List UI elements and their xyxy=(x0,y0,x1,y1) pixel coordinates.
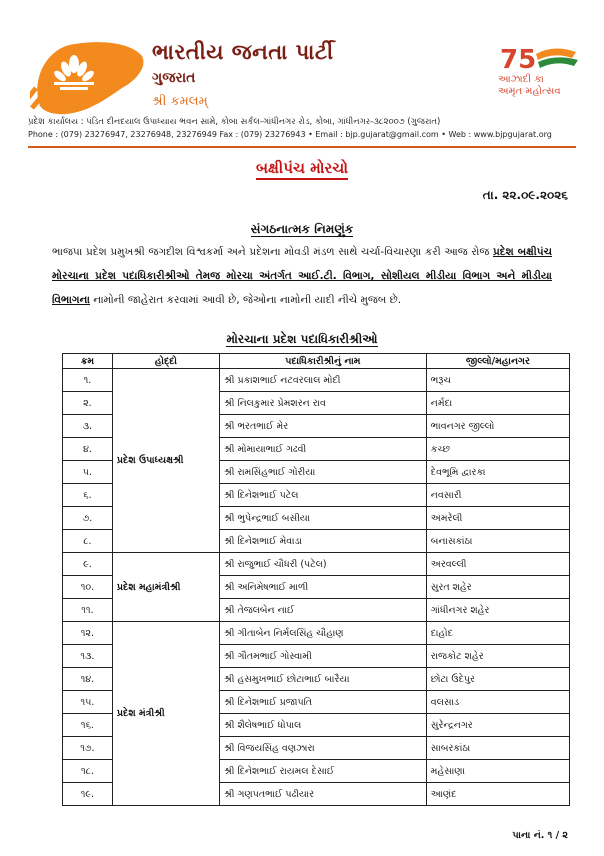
district-cell: વલસાડ xyxy=(426,691,569,714)
intro-paragraph xyxy=(52,240,552,312)
name-cell: શ્રી ભુપેન્દ્રભાઈ બસીયા xyxy=(219,507,426,530)
district-cell: દેવભૂમિ દ્વારકા xyxy=(426,461,569,484)
serial-cell: ૧૦. xyxy=(63,576,113,599)
subject-heading xyxy=(0,218,604,237)
district-cell: દાહોદ xyxy=(426,622,569,645)
district-cell: ભાવનગર જીલ્લો xyxy=(426,415,569,438)
name-cell: શ્રી ગીતાબેન નિર્મલસિંહ ચૌહાણ xyxy=(219,622,426,645)
district-cell: નર્મદા xyxy=(426,392,569,415)
district-cell: મહેસાણા xyxy=(426,760,569,783)
azadi-text-1: આઝાદી કા xyxy=(498,74,544,85)
serial-cell: ૪. xyxy=(63,438,113,461)
name-cell: શ્રી વિજયસિંહ વણઝારા xyxy=(219,737,426,760)
district-cell: અમરેલી xyxy=(426,507,569,530)
name-cell: શ્રી ગૌતમભાઈ ગોસ્વામી xyxy=(219,645,426,668)
name-cell: શ્રી નિલકુમાર પ્રેમશરન રાવ xyxy=(219,392,426,415)
contact-info: Phone : (079) 23276947, 23276948, 23276949 Fax : (079) 23276943 • Email : bjp.gujarat@gmail.com • Web : www.bjpgujarat.org xyxy=(28,130,552,139)
table-title-text: મોરચાના પ્રદેશ પદાધિકારીશ્રીઓ xyxy=(226,332,378,346)
name-cell: શ્રી પ્રકાશભાઈ નટવરલાલ મોદી xyxy=(219,369,426,392)
office-name: શ્રી કમલમ્ xyxy=(152,94,208,109)
name-cell: શ્રી રાજુભાઈ ચૌધરી (પટેલ) xyxy=(219,553,426,576)
post-cell: પ્રદેશ ઉપાધ્યક્ષશ્રી xyxy=(112,369,219,553)
district-cell: સુરત શહેર xyxy=(426,576,569,599)
district-cell: ગાંધીનગર શહેર xyxy=(426,599,569,622)
header-divider xyxy=(28,146,576,148)
name-cell: શ્રી દિનેશભાઈ રાયમલ દેસાઈ xyxy=(219,760,426,783)
serial-cell: ૧૫. xyxy=(63,691,113,714)
name-cell: શ્રી તેજલબેન નાઈ xyxy=(219,599,426,622)
serial-cell: ૯. xyxy=(63,553,113,576)
office-bearers-table xyxy=(62,353,570,806)
lotus-logo-icon xyxy=(30,36,148,116)
name-cell: શ્રી દિનેશભાઈ પટેલ xyxy=(219,484,426,507)
name-cell: શ્રી હસમુખભાઈ છોટાભાઈ બારૈયા xyxy=(219,668,426,691)
serial-cell: ૮. xyxy=(63,530,113,553)
serial-cell: ૭. xyxy=(63,507,113,530)
district-cell: ભરૂચ xyxy=(426,369,569,392)
para-part-1: ભાજપા પ્રદેશ પ્રમુખશ્રી જગદીશ વિશ્વકર્મા અને પ્રદેશના મોવડી મંડળ સાથે ચર્ચા-વિચારણા કરી આજ રોજ xyxy=(52,246,493,258)
para-part-2: નામોની જાહેરાત કરવામાં આવી છે, જેઓના નામોની યાદી નીચે મુજબ છે. xyxy=(89,294,402,306)
header-district: જીલ્લો/મહાનગર xyxy=(426,354,569,369)
serial-cell: ૧૧. xyxy=(63,599,113,622)
serial-cell: ૧. xyxy=(63,369,113,392)
district-cell: છોટા ઉદેપુર xyxy=(426,668,569,691)
name-cell: શ્રી રામસિંહભાઈ ગોરીયા xyxy=(219,461,426,484)
district-cell: આણંદ xyxy=(426,783,569,806)
name-cell: શ્રી અનિમેષભાઈ માળી xyxy=(219,576,426,599)
page-number: પાના નં. ૧ / ૨ xyxy=(512,830,568,841)
name-cell: શ્રી ભરતભાઈ મેર xyxy=(219,415,426,438)
morcha-title-text: બક્ષીપંચ મોરચો xyxy=(256,159,348,180)
serial-cell: ૧૨. xyxy=(63,622,113,645)
party-name: ભારતીય જનતા પાર્ટી xyxy=(152,40,334,64)
name-cell: શ્રી શૈલેષભાઈ ધોપાલ xyxy=(219,714,426,737)
morcha-title xyxy=(0,158,604,177)
serial-cell: ૨. xyxy=(63,392,113,415)
serial-cell: ૧૩. xyxy=(63,645,113,668)
header-post: હોદ્દો xyxy=(112,354,219,369)
serial-cell: ૧૯. xyxy=(63,783,113,806)
post-cell: પ્રદેશ મહામંત્રીશ્રી xyxy=(112,553,219,622)
district-cell: કચ્છ xyxy=(426,438,569,461)
subject-text: સંગઠનાત્મક નિમણુંક xyxy=(250,222,354,236)
serial-cell: ૧૪. xyxy=(63,668,113,691)
post-cell: પ્રદેશ મંત્રીશ્રી xyxy=(112,622,219,806)
serial-cell: ૩. xyxy=(63,415,113,438)
serial-cell: ૬. xyxy=(63,484,113,507)
serial-cell: ૧૮. xyxy=(63,760,113,783)
table-row xyxy=(63,553,570,576)
office-address: પ્રદેશ કાર્યાલય : પંડિત દીનદયાલ ઉપાધ્યાય ભવન સામે, કોબા સર્કલ-ગાંધીનગર રોડ, કોબા, ગાંધીનગર-૩૮૨૦૦૭ (ગુજરાત) xyxy=(28,117,441,127)
name-cell: શ્રી ગણપતભાઈ પઢીયાર xyxy=(219,783,426,806)
district-cell: બનાસકાંઠા xyxy=(426,530,569,553)
table-body xyxy=(63,369,570,806)
table-header-row xyxy=(63,354,570,369)
table-title xyxy=(0,328,604,347)
letterhead xyxy=(0,0,604,150)
district-cell: અરવલ્લી xyxy=(426,553,569,576)
header-name: પદાધિકારીશ્રીનું નામ xyxy=(219,354,426,369)
name-cell: શ્રી દિનેશભાઈ મેવાડા xyxy=(219,530,426,553)
para-underlined: પ્રદેશ બક્ષીપંચ મોરચાના પ્રદેશ પદાધિકારીશ્રીઓ તેમજ મોરચા અંતર્ગત આઈ.ટી. વિભાગ, સોશીયલ મીડીયા વિભાગ અને મીડીયા વિભાગના xyxy=(52,246,552,306)
serial-cell: ૧૭. xyxy=(63,737,113,760)
party-state: ગુજરાત xyxy=(152,70,196,86)
district-cell: સાબરકાંઠા xyxy=(426,737,569,760)
name-cell: શ્રી દિનેશભાઈ પ્રજાપતિ xyxy=(219,691,426,714)
serial-cell: ૫. xyxy=(63,461,113,484)
table-row xyxy=(63,369,570,392)
table-row xyxy=(63,622,570,645)
district-cell: નવસારી xyxy=(426,484,569,507)
document-date: તા. ૨૨.૦૯.૨૦૨૬ xyxy=(482,188,568,202)
district-cell: સુરેન્દ્રનગર xyxy=(426,714,569,737)
header-serial: ક્રમ xyxy=(63,354,113,369)
azadi-text-2: અમૃત મહોત્સવ xyxy=(498,86,561,97)
name-cell: શ્રી મોમાયાભાઈ ગઢવી xyxy=(219,438,426,461)
district-cell: રાજકોટ શહેર xyxy=(426,645,569,668)
serial-cell: ૧૬. xyxy=(63,714,113,737)
svg-text:75: 75 xyxy=(500,45,537,75)
